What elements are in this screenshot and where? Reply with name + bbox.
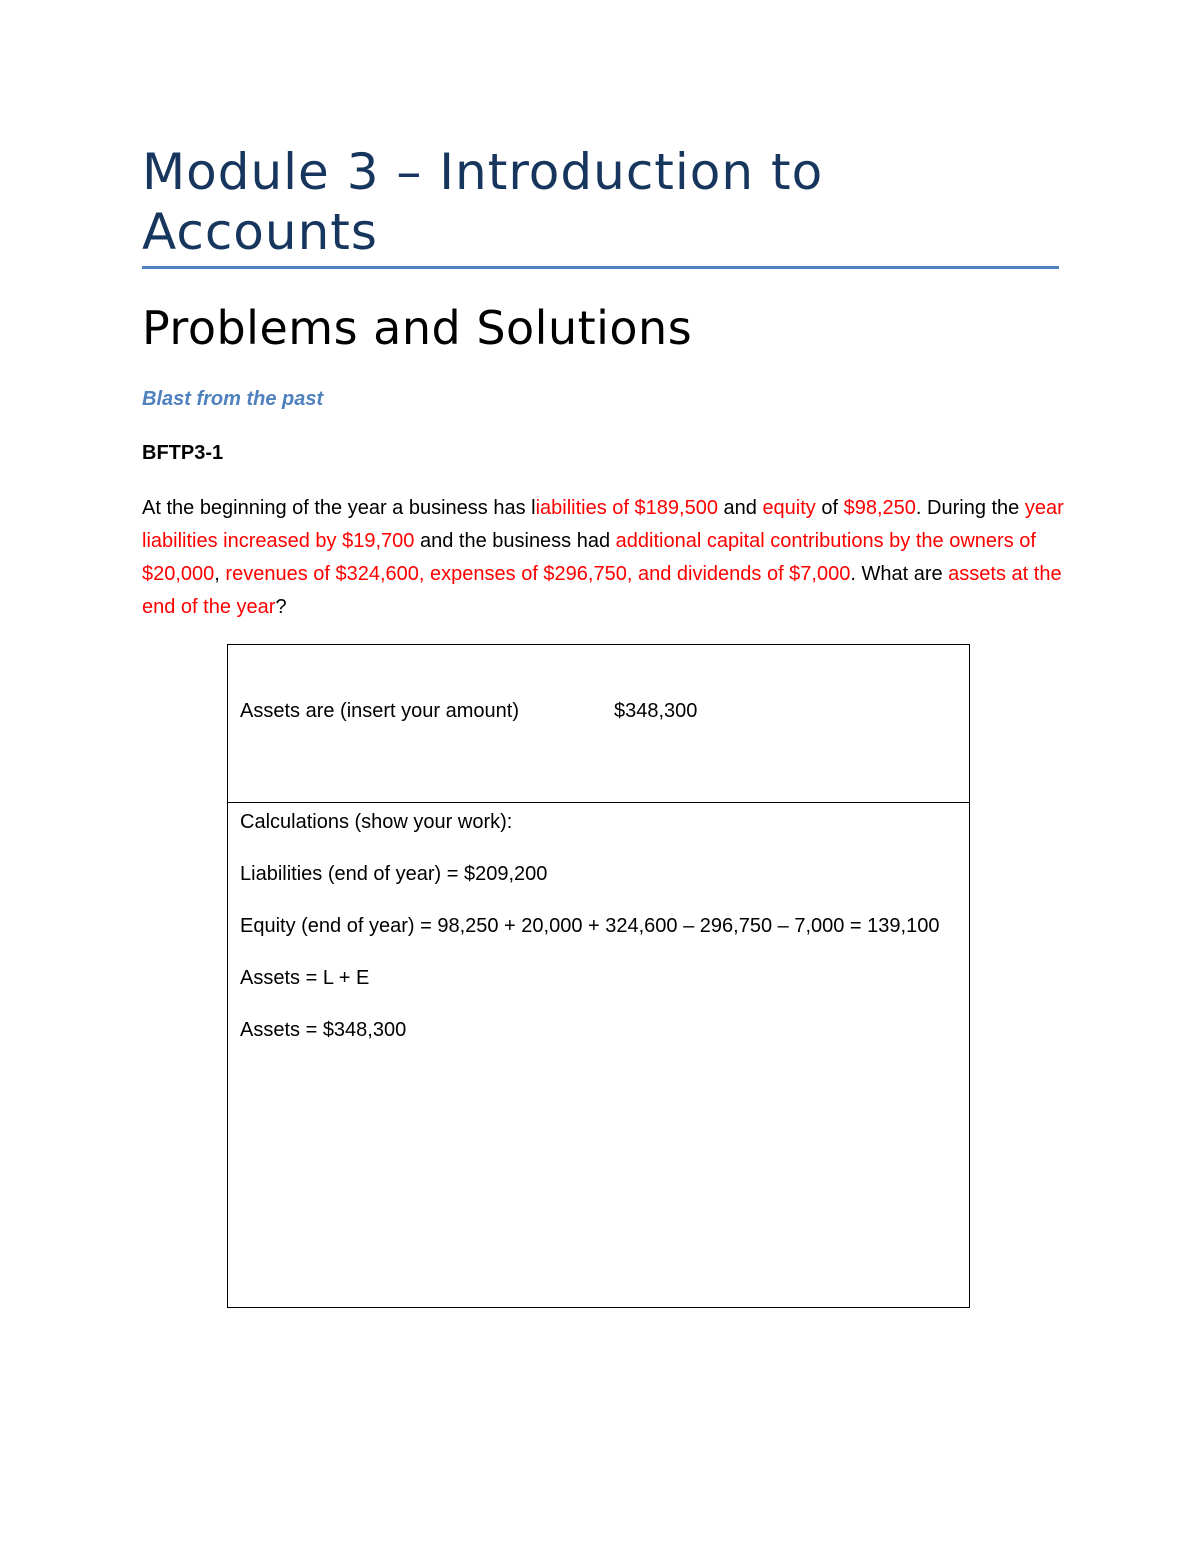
problem-text-part: . What are <box>850 563 949 585</box>
problem-statement <box>142 492 1067 624</box>
calculations-heading: Calculations (show your work): <box>240 811 513 833</box>
problem-highlight: year liabilities increased by $19,700 <box>142 497 1064 552</box>
calc-line: Assets = $348,300 <box>240 1019 407 1041</box>
title-underline-divider <box>142 266 1059 269</box>
answer-value[interactable]: $348,300 <box>614 700 698 722</box>
page-title <box>142 142 1042 262</box>
problem-text-part: and <box>717 497 763 519</box>
problem-text-part: . During the <box>915 497 1025 519</box>
answer-label: Assets are (insert your amount) <box>240 700 519 722</box>
problem-highlight: additional capital contributions by the owners of $20,000 <box>142 530 1036 585</box>
problem-highlight: iabilities of $189,500 <box>535 497 718 519</box>
problem-text-part: of <box>815 497 844 519</box>
page-title-line-2: Accounts <box>142 203 378 261</box>
answer-table <box>227 644 970 1308</box>
answer-row <box>228 645 969 803</box>
calc-line: Assets = L + E <box>240 967 370 989</box>
problem-text-part: At the beginning of the year a business has l <box>142 497 536 519</box>
problem-highlight: assets at the end of the year <box>142 563 1062 618</box>
page-title-line-1: Module 3 – Introduction to <box>142 143 824 201</box>
calculations-cell[interactable] <box>240 805 940 1065</box>
problem-highlight: $98,250 <box>843 497 916 519</box>
problem-id: BFTP3-1 <box>142 442 224 464</box>
problem-highlight: revenues of $324,600, expenses of $296,750, and dividends of $7,000 <box>225 563 851 585</box>
problem-text-part: , <box>214 563 226 585</box>
problem-text-part: ? <box>275 596 287 618</box>
problem-highlight: equity <box>762 497 816 519</box>
section-heading: Blast from the past <box>142 388 324 410</box>
problem-text-part: and the business had <box>414 530 616 552</box>
calc-line: Liabilities (end of year) = $209,200 <box>240 863 548 885</box>
page-subtitle: Problems and Solutions <box>142 301 693 355</box>
calc-line: Equity (end of year) = 98,250 + 20,000 + 324,600 – 296,750 – 7,000 = 139,100 <box>240 915 940 937</box>
